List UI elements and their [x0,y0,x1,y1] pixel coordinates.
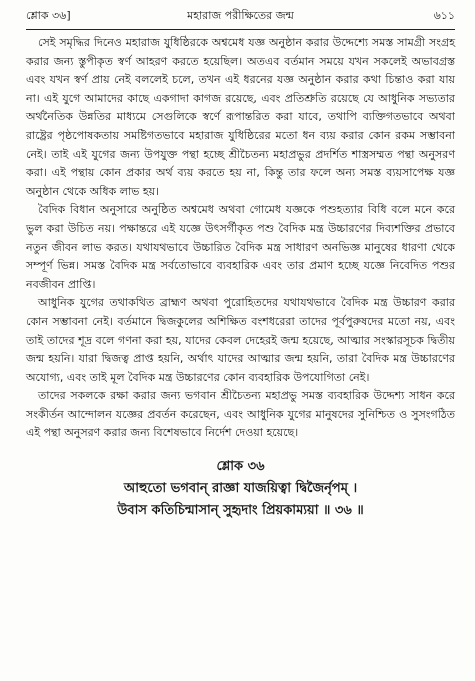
paragraph: আধুনিক যুগের তথাকথিত ব্রাহ্মণ অথবা পুরোহিতদের যথাযথভাবে বৈদিক মন্ত্র উচ্চারণ করার কোন সম্ভাবনা নেই। বর্তমানে দ্বিজকুলের অশিক্ষিত বংশধরেরা তাদের পূর্বপুরুষদের মতো নয়, এবং তাই তাদের শূদ্র বলে গণনা করা হয়, যাদের কেবল দেহেরই জন্ম হয়েছে, আত্মার সংস্কারসূচক দ্বিতীয় জন্ম হয়নি। যারা দ্বিজত্ব প্রাপ্ত হয়নি, অর্থাৎ যাদের আত্মার জন্ম হয়নি, তারা বৈদিক মন্ত্র উচ্চারণের অযোগ্য, এবং তাই মূল বৈদিক মন্ত্র উচ্চারণের কোন ব্যবহারিক উপযোগিতা নেই। [26,296,455,384]
running-header [26,8,455,26]
paragraph: সেই সমৃদ্ধির দিনেও মহারাজ যুধিষ্ঠিরকে অশ্বমেধ যজ্ঞ অনুষ্ঠান করার উদ্দেশ্যে সমস্ত সামগ্রী সংগ্রহ করার জন্য স্তুপীকৃত স্বর্ণ আহরণ করতে হয়েছিল। অতএব বর্তমান সময়ে যখন সকলেই অভাবগ্রস্ত এবং যখন স্বর্ণ প্রায় নেই বললেই চলে, তখন এই ধরনের যজ্ঞ অনুষ্ঠান করার কথা চিন্তাও করা যায় না। এই যুগে আমাদের কাছে একগাদা কাগজ রয়েছে, এবং প্রতিশ্রুতি রয়েছে যে আধুনিক সভ্যতার অর্থনৈতিক উন্নতির মাধ্যমে সেগুলিকে স্বর্ণে রূপান্তরিত করা যাবে, তথাপি ব্যক্তিগতভাবে অথবা রাষ্ট্রের পৃষ্ঠপোষকতায় সমষ্টিগতভাবে মহারাজ যুধিষ্ঠিরের মতো ধন ব্যয় করার কোন রকম সম্ভাবনা নেই। তাই এই যুগের জন্য উপযুক্ত পন্থা হচ্ছে শ্রীচৈতন্য মহাপ্রভুর প্রদর্শিত শাস্ত্রসম্মত পন্থা অনুসরণ করা। এই পন্থায় কোন প্রকার অর্থ ব্যয় করতে হয় না, কিন্তু তার ফলে অন্য সমস্ত ব্যয়সাপেক্ষ যজ্ঞ অনুষ্ঠান থেকে অধিক লাভ হয়। [26,36,455,198]
header-rule [26,29,455,30]
page-number: ৬১১ [433,9,455,22]
header-chapter-title: মহারাজ পরীক্ষিতের জন্ম [187,9,294,22]
header-verse-ref: শ্লোক ৩৬] [26,9,71,22]
paragraph: তাদের সকলকে রক্ষা করার জন্য ভগবান শ্রীচৈতন্য মহাপ্রভু সমস্ত ব্যবহারিক উদ্দেশ্য সাধন করে সংকীর্তন আন্দোলন যজ্ঞের প্রবর্তন করেছেন, এবং আধুনিক যুগের মানুষদের সুনিশ্চিত ও সুসংগঠিত এই পন্থা অনুসরণ করার জন্য বিশেষভাবে নির্দেশ দেওয়া হয়েছে। [26,389,455,440]
verse-line: উবাস কতিচিন্মাসান্ সুহৃদাং প্রিয়কাম্যয়া ॥ ৩৬ ॥ [117,503,364,519]
paragraph: বৈদিক বিধান অনুসারে অনুষ্ঠিত অশ্বমেধ অথবা গোমেধ যজ্ঞকে পশুহত্যার বিধি বলে মনে করে ভুল করা উচিত নয়। পক্ষান্তরে এই যজ্ঞে উৎসর্গীকৃত পশু বৈদিক মন্ত্র উচ্চারণের দিব্যশক্তির প্রভাবে নতুন জীবন লাভ করত। যথাযথভাবে উচ্চারিত বৈদিক মন্ত্র সাধারণ অনভিজ্ঞ মানুষের ধারণা থেকে সম্পূর্ণ ভিন্ন। সমস্ত বৈদিক মন্ত্র সর্বতোভাবে ব্যবহারিক এবং তার প্রমাণ হচ্ছে যজ্ঞে নিবেদিত পশুর নবজীবন প্রাপ্তি। [26,203,455,291]
purport-body [26,34,455,443]
verse-line: আহুতো ভগবান্ রাজ্ঞা যাজয়িত্বা দ্বিজৈর্নৃপম্ । [123,481,358,497]
verse-heading: শ্লোক ৩৬ [216,459,265,475]
verse-block [26,456,455,522]
